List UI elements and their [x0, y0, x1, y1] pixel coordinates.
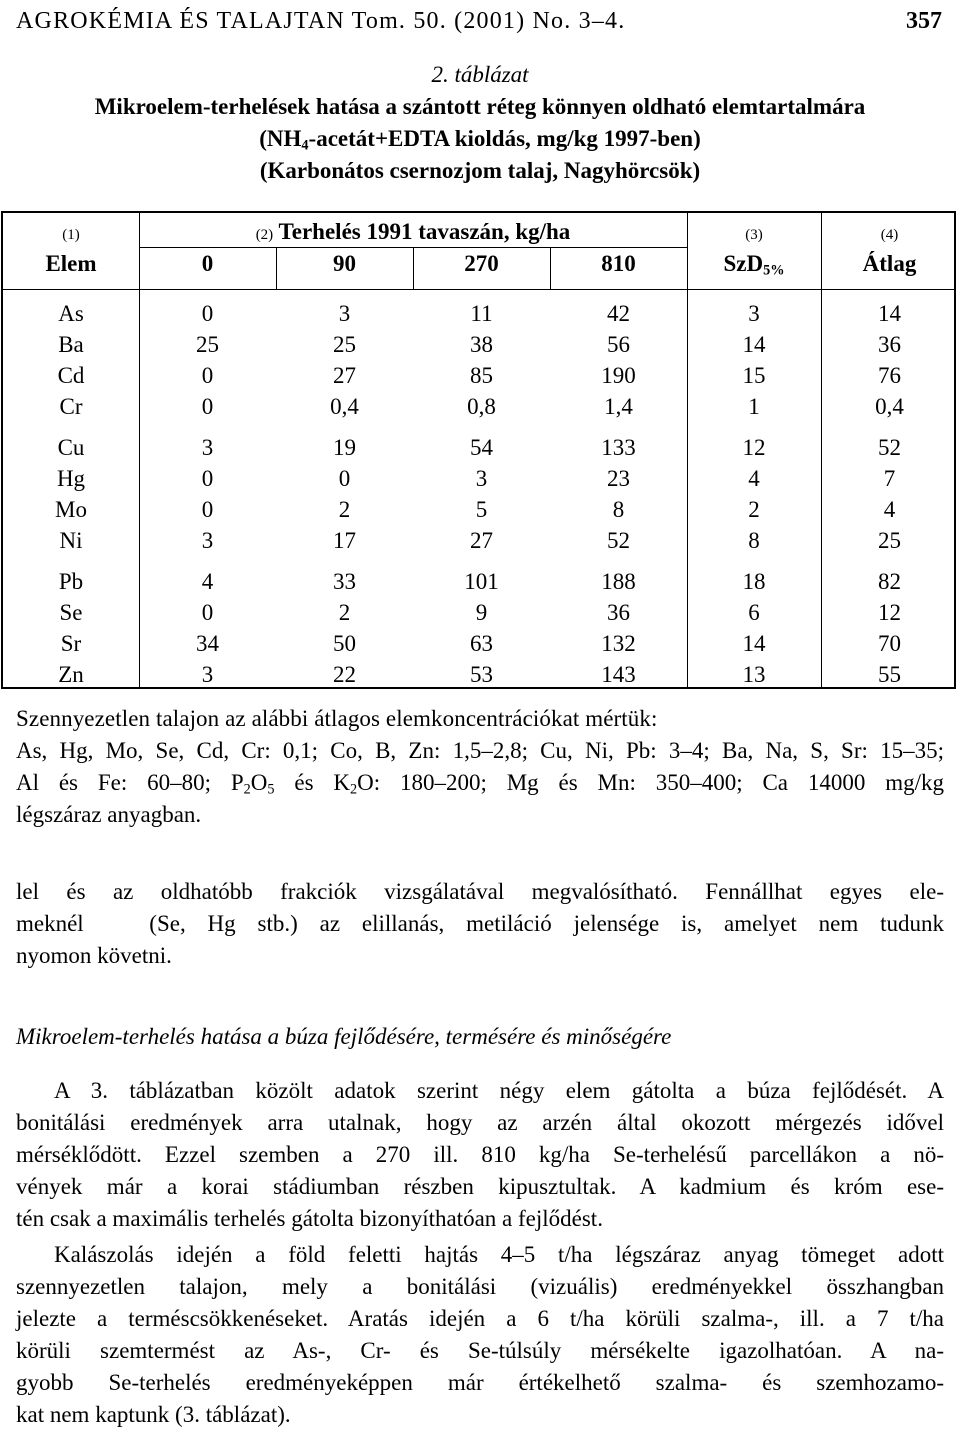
cell-load-270: 3 — [475, 466, 488, 491]
body-paragraph — [16, 1239, 944, 1431]
cell-load-90: 2 — [338, 497, 351, 522]
cell-average: 82 — [878, 569, 901, 594]
footnote-line: légszáraz anyagban. — [16, 802, 202, 827]
col-load-header: (2) Terhelés 1991 tavaszán, kg/ha — [255, 219, 571, 244]
cell-szd: 6 — [748, 600, 760, 625]
cell-load-810: 42 — [607, 301, 630, 326]
cell-szd: 13 — [742, 662, 766, 687]
cell-average: 70 — [878, 631, 901, 656]
load-0-header: 0 — [201, 251, 214, 276]
cell-load-270: 101 — [464, 569, 499, 594]
cell-load-810: 143 — [601, 662, 636, 687]
cell-load-810: 56 — [607, 332, 630, 357]
cell-load-270: 11 — [470, 301, 493, 326]
cell-load-0: 0 — [201, 394, 214, 419]
cell-load-810: 132 — [601, 631, 636, 656]
cell-load-0: 3 — [201, 435, 214, 460]
cell-load-90: 33 — [333, 569, 356, 594]
cell-load-90: 0,4 — [330, 394, 359, 419]
body-paragraph — [16, 1075, 944, 1235]
text-line: szennyezetlen talajon, mely a bonitálási (vizuális) eredményekkel összhangban — [16, 1274, 944, 1299]
col-avg-label: Átlag — [862, 251, 917, 276]
text-line: kat nem kaptunk (3. táblázat). — [16, 1402, 291, 1427]
cell-load-270: 38 — [470, 332, 493, 357]
cell-load-0: 3 — [201, 528, 214, 553]
cell-szd: 3 — [748, 301, 760, 326]
text-line: Kalászolás idején a föld feletti hajtás 4–5 t/ha légszáraz anyag tömeget adott — [54, 1242, 944, 1267]
cell-load-270: 27 — [470, 528, 493, 553]
cell-average: 12 — [878, 600, 901, 625]
text-line: lel és az oldhatóbb frakciók vizsgálatával megvalósítható. Fennállhat egyes ele- — [16, 879, 944, 904]
cell-load-270: 63 — [470, 631, 493, 656]
cell-load-0: 4 — [201, 569, 214, 594]
cell-szd: 12 — [742, 435, 766, 460]
cell-average: 36 — [878, 332, 901, 357]
col-avg-number: (4) — [880, 227, 899, 243]
running-header — [16, 4, 942, 38]
cell-load-270: 53 — [470, 662, 493, 687]
cell-load-810: 190 — [601, 363, 636, 388]
cell-szd: 2 — [748, 497, 760, 522]
cell-load-810: 1,4 — [604, 394, 633, 419]
cell-average: 52 — [878, 435, 901, 460]
cell-average: 0,4 — [875, 394, 904, 419]
cell-szd: 8 — [748, 528, 760, 553]
cell-load-90: 22 — [333, 662, 356, 687]
cell-szd: 18 — [742, 569, 766, 594]
cell-load-90: 50 — [333, 631, 356, 656]
text-line: gyobb Se-terhelés eredményeképpen már értékelhető szalma- és szemhozamo- — [16, 1370, 944, 1395]
text-line: bonitálási eredmények arra utalnak, hogy az arzén által okozott mérgezés idővel — [16, 1110, 944, 1135]
text-line: körüli szemtermést az As-, Cr- és Se-túlsúly mérsékelte igazolhatóan. A na- — [16, 1338, 944, 1363]
cell-load-0: 0 — [201, 497, 214, 522]
cell-element: Mo — [55, 497, 87, 522]
footnote-line: Szennyezetlen talajon az alábbi átlagos elemkoncentrációkat mértük: — [16, 706, 658, 731]
col-szd-number: (3) — [745, 227, 763, 243]
text-line: nyomon követni. — [16, 943, 172, 968]
cell-element: Ni — [59, 528, 83, 553]
cell-load-90: 0 — [338, 466, 351, 491]
text-line: vények már a korai stádiumban részben kipusztultak. A kadmium és króm ese- — [16, 1174, 944, 1199]
table-footnote — [16, 703, 944, 831]
cell-average: 55 — [878, 662, 901, 687]
text-line: A 3. táblázatban közölt adatok szerint négy elem gátolta a búza fejlődését. A — [54, 1078, 944, 1103]
table-label: 2. táblázat — [431, 62, 529, 87]
cell-load-810: 36 — [607, 600, 630, 625]
cell-load-810: 133 — [601, 435, 636, 460]
cell-load-90: 2 — [338, 600, 351, 625]
cell-average: 7 — [883, 466, 896, 491]
col-elem-label: Elem — [45, 251, 97, 276]
cell-load-810: 188 — [601, 569, 636, 594]
cell-szd: 15 — [742, 363, 766, 388]
cell-load-810: 23 — [607, 466, 630, 491]
cell-load-0: 0 — [201, 301, 214, 326]
cell-load-270: 5 — [475, 497, 488, 522]
col-szd-label: SzD$_{5\%}$ — [723, 251, 785, 279]
body-paragraph — [16, 876, 944, 972]
cell-load-270: 85 — [470, 363, 493, 388]
cell-load-270: 9 — [475, 600, 488, 625]
table-subtitle: ($NH_4-acetát+EDTA$ kioldás, mg/kg 1997-ben) — [259, 126, 701, 154]
footnote-line: As, Hg, Mo, Se, Cd, Cr: 0,1; Co, B, Zn: 1,5–2,8; Cu, Ni, Pb: 3–4; Ba, Na, S, Sr: 15–35; — [16, 738, 944, 763]
section-heading: Mikroelem-terhelés hatása a búza fejlődésére, termésére és minőségére — [16, 1024, 672, 1049]
load-270-header: 270 — [464, 251, 499, 276]
cell-average: 76 — [878, 363, 901, 388]
cell-load-0: 3 — [201, 662, 214, 687]
cell-szd: 14 — [742, 332, 766, 357]
cell-szd: 14 — [742, 631, 766, 656]
col-elem-number: (1) — [62, 227, 80, 243]
cell-average: 4 — [883, 497, 896, 522]
cell-average: 25 — [878, 528, 901, 553]
cell-load-0: 0 — [201, 466, 214, 491]
cell-element: Cd — [57, 363, 85, 388]
cell-load-90: 25 — [333, 332, 356, 357]
header-rule — [139, 247, 687, 248]
table-subtitle-site: (Karbonátos csernozjom talaj, Nagyhörcsök) — [259, 158, 701, 183]
cell-element: Pb — [58, 569, 84, 594]
cell-load-90: 27 — [333, 363, 356, 388]
text-line: jelezte a terméscsökkenéseket. Aratás idején a 6 t/ha körüli szalma-, ill. a 7 t/ha — [16, 1306, 944, 1331]
page-number: 357 — [906, 8, 942, 34]
cell-szd: 1 — [748, 394, 760, 419]
cell-load-0: 0 — [201, 363, 214, 388]
cell-load-810: 52 — [607, 528, 630, 553]
text-line: mérséklődött. Ezzel szemben a 270 ill. 810 kg/ha Se-terhelésű parcellákon a nö- — [16, 1142, 944, 1167]
cell-element: Cu — [57, 435, 85, 460]
cell-load-270: 0,8 — [467, 394, 496, 419]
cell-element: Ba — [58, 332, 84, 357]
cell-element: Se — [59, 600, 83, 625]
journal-citation: AGROKÉMIA ÉS TALAJTAN Tom. 50. (2001) No. 3–4. — [16, 8, 626, 34]
cell-load-0: 34 — [196, 631, 219, 656]
cell-load-0: 25 — [196, 332, 219, 357]
cell-load-90: 19 — [333, 435, 356, 460]
header-bottom-rule — [3, 289, 954, 290]
cell-element: As — [58, 301, 84, 326]
cell-element: Sr — [60, 631, 82, 656]
cell-load-90: 17 — [333, 528, 356, 553]
cell-element: Zn — [58, 662, 84, 687]
data-table — [1, 211, 956, 689]
cell-load-90: 3 — [338, 301, 351, 326]
text-line: tén csak a maximális terhelés gátolta bizonyíthatóan a fejlődést. — [16, 1206, 603, 1231]
cell-load-0: 0 — [201, 600, 214, 625]
cell-element: Cr — [59, 394, 83, 419]
cell-element: Hg — [56, 466, 86, 491]
cell-load-270: 54 — [470, 435, 493, 460]
cell-average: 14 — [878, 301, 901, 326]
cell-load-810: 8 — [612, 497, 625, 522]
load-90-header: 90 — [333, 251, 356, 276]
footnote-line: Al és Fe: 60–80; $P_2O_5$ és $K_2O$: 180–200; Mg és Mn: 350–400; Ca 14000 mg/kg — [16, 770, 944, 798]
text-line: meknél (Se, Hg stb.) az elillanás, metiláció jelensége is, amelyet nem tudunk — [16, 911, 944, 936]
cell-szd: 4 — [748, 466, 760, 491]
load-810-header: 810 — [601, 251, 636, 276]
table-title: Mikroelem-terhelések hatása a szántott réteg könnyen oldható elemtartalmára — [94, 94, 866, 119]
